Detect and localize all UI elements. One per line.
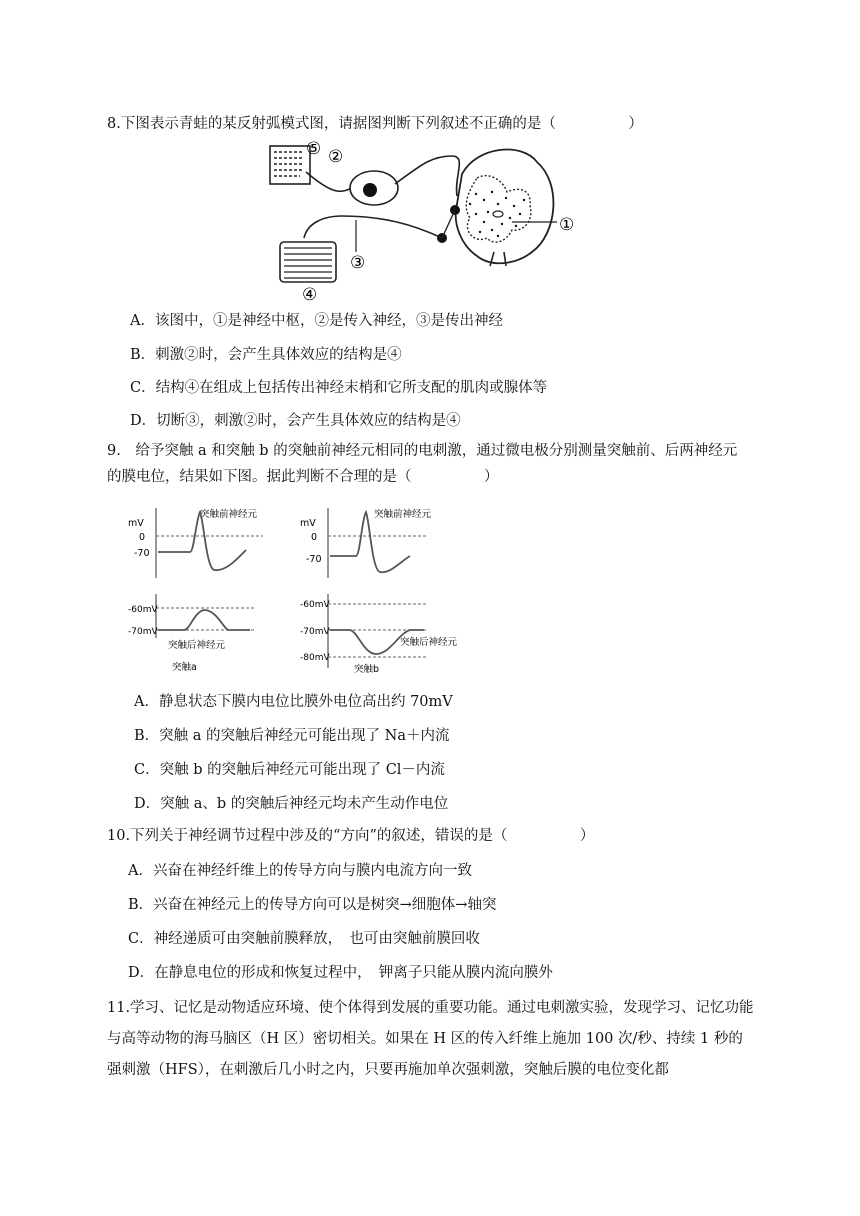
q10-option-c: C．神经递质可由突触前膜释放， 也可由突触前膜回收: [128, 931, 480, 947]
q10-stem: 10.下列关于神经调节过程中涉及的“方向”的叙述，错误的是（ ）: [107, 828, 595, 844]
spinal-ganglion: [350, 171, 398, 205]
q9-stem-line2: 的膜电位，结果如下图。据此判断不合理的是（ ）: [107, 469, 499, 485]
b-pre-title: 突触前神经元: [374, 509, 432, 520]
panel-b-pre: [300, 508, 432, 578]
label-5: ⑤: [306, 139, 322, 159]
b-pre-zero: 0: [311, 532, 318, 543]
q8-option-d: D．切断③，刺激②时，会产生具体效应的结构是④: [130, 413, 461, 429]
q9-option-a: A．静息状态下膜内电位比膜外电位高出约 70mV: [134, 694, 453, 710]
a-post-m60: -60mV: [128, 605, 158, 615]
spinal-cord: [437, 150, 553, 267]
label-4: ④: [302, 285, 318, 304]
q9-option-d: D．突触 a、b 的突触后神经元均未产生动作电位: [134, 796, 449, 812]
q8-option-c: C．结构④在组成上包括传出神经末梢和它所支配的肌肉或腺体等: [130, 380, 548, 396]
b-post-m80: -80mV: [300, 653, 330, 663]
label-2: ②: [328, 147, 344, 167]
q10-option-d: D．在静息电位的形成和恢复过程中， 钾离子只能从膜内流向膜外: [128, 965, 553, 981]
receptor-skin: [270, 146, 310, 184]
label-1: ①: [559, 215, 575, 235]
a-pre-mv: mV: [128, 518, 144, 529]
a-pre-zero: 0: [139, 532, 146, 543]
syn-a-caption: 突触a: [172, 662, 197, 673]
panel-b-post: [300, 594, 458, 675]
a-post-label: 突触后神经元: [168, 640, 226, 651]
q9-stem-line1: 9. 给予突触 a 和突触 b 的突触前神经元相同的电刺激，通过微电极分别测量突触前、后两神经元: [107, 443, 738, 459]
membrane-potential-figure: [128, 500, 468, 682]
q8-option-a: A．该图中，①是神经中枢，②是传入神经，③是传出神经: [130, 313, 503, 329]
b-post-m60: -60mV: [300, 600, 330, 610]
syn-b-caption: 突触b: [354, 664, 380, 675]
q10-option-a: A．兴奋在神经纤维上的传导方向与膜内电流方向一致: [128, 863, 472, 879]
q10-option-b: B．兴奋在神经元上的传导方向可以是树突→细胞体→轴突: [128, 897, 497, 913]
panel-a-pre: [128, 508, 263, 578]
a-post-m70: -70mV: [128, 627, 158, 637]
a-pre-m70: -70: [134, 548, 150, 559]
q11-paragraph: 11.学习、记忆是动物适应环境、使个体得到发展的重要功能。通过电刺激实验，发现学习、记忆功能与高等动物的海马脑区（H 区）密切相关。如果在 H 区的传入纤维上施加 100 次/秒、持续 1 秒的强刺激（HFS），在刺激后几小时之内，只要再施加单次强刺激，突触后膜的电位变化都: [107, 1000, 754, 1078]
label-3: ③: [350, 253, 366, 273]
q8-option-b: B．刺激②时，会产生具体效应的结构是④: [130, 347, 402, 363]
b-pre-m70: -70: [306, 554, 322, 565]
q9-option-c: C．突触 b 的突触后神经元可能出现了 Cl－内流: [134, 762, 445, 778]
q9-option-b: B．突触 a 的突触后神经元可能出现了 Na＋内流: [134, 728, 450, 744]
a-pre-title: 突触前神经元: [200, 509, 258, 520]
b-pre-mv: mV: [300, 518, 316, 529]
b-post-label: 突触后神经元: [400, 637, 458, 648]
effector-muscle: [280, 242, 336, 282]
reflex-arc-figure: [262, 134, 587, 304]
b-post-m70: -70mV: [300, 627, 330, 637]
panel-a-post: [128, 594, 256, 673]
q8-stem: 8.下图表示青蛙的某反射弧模式图，请据图判断下列叙述不正确的是（ ）: [107, 116, 643, 132]
